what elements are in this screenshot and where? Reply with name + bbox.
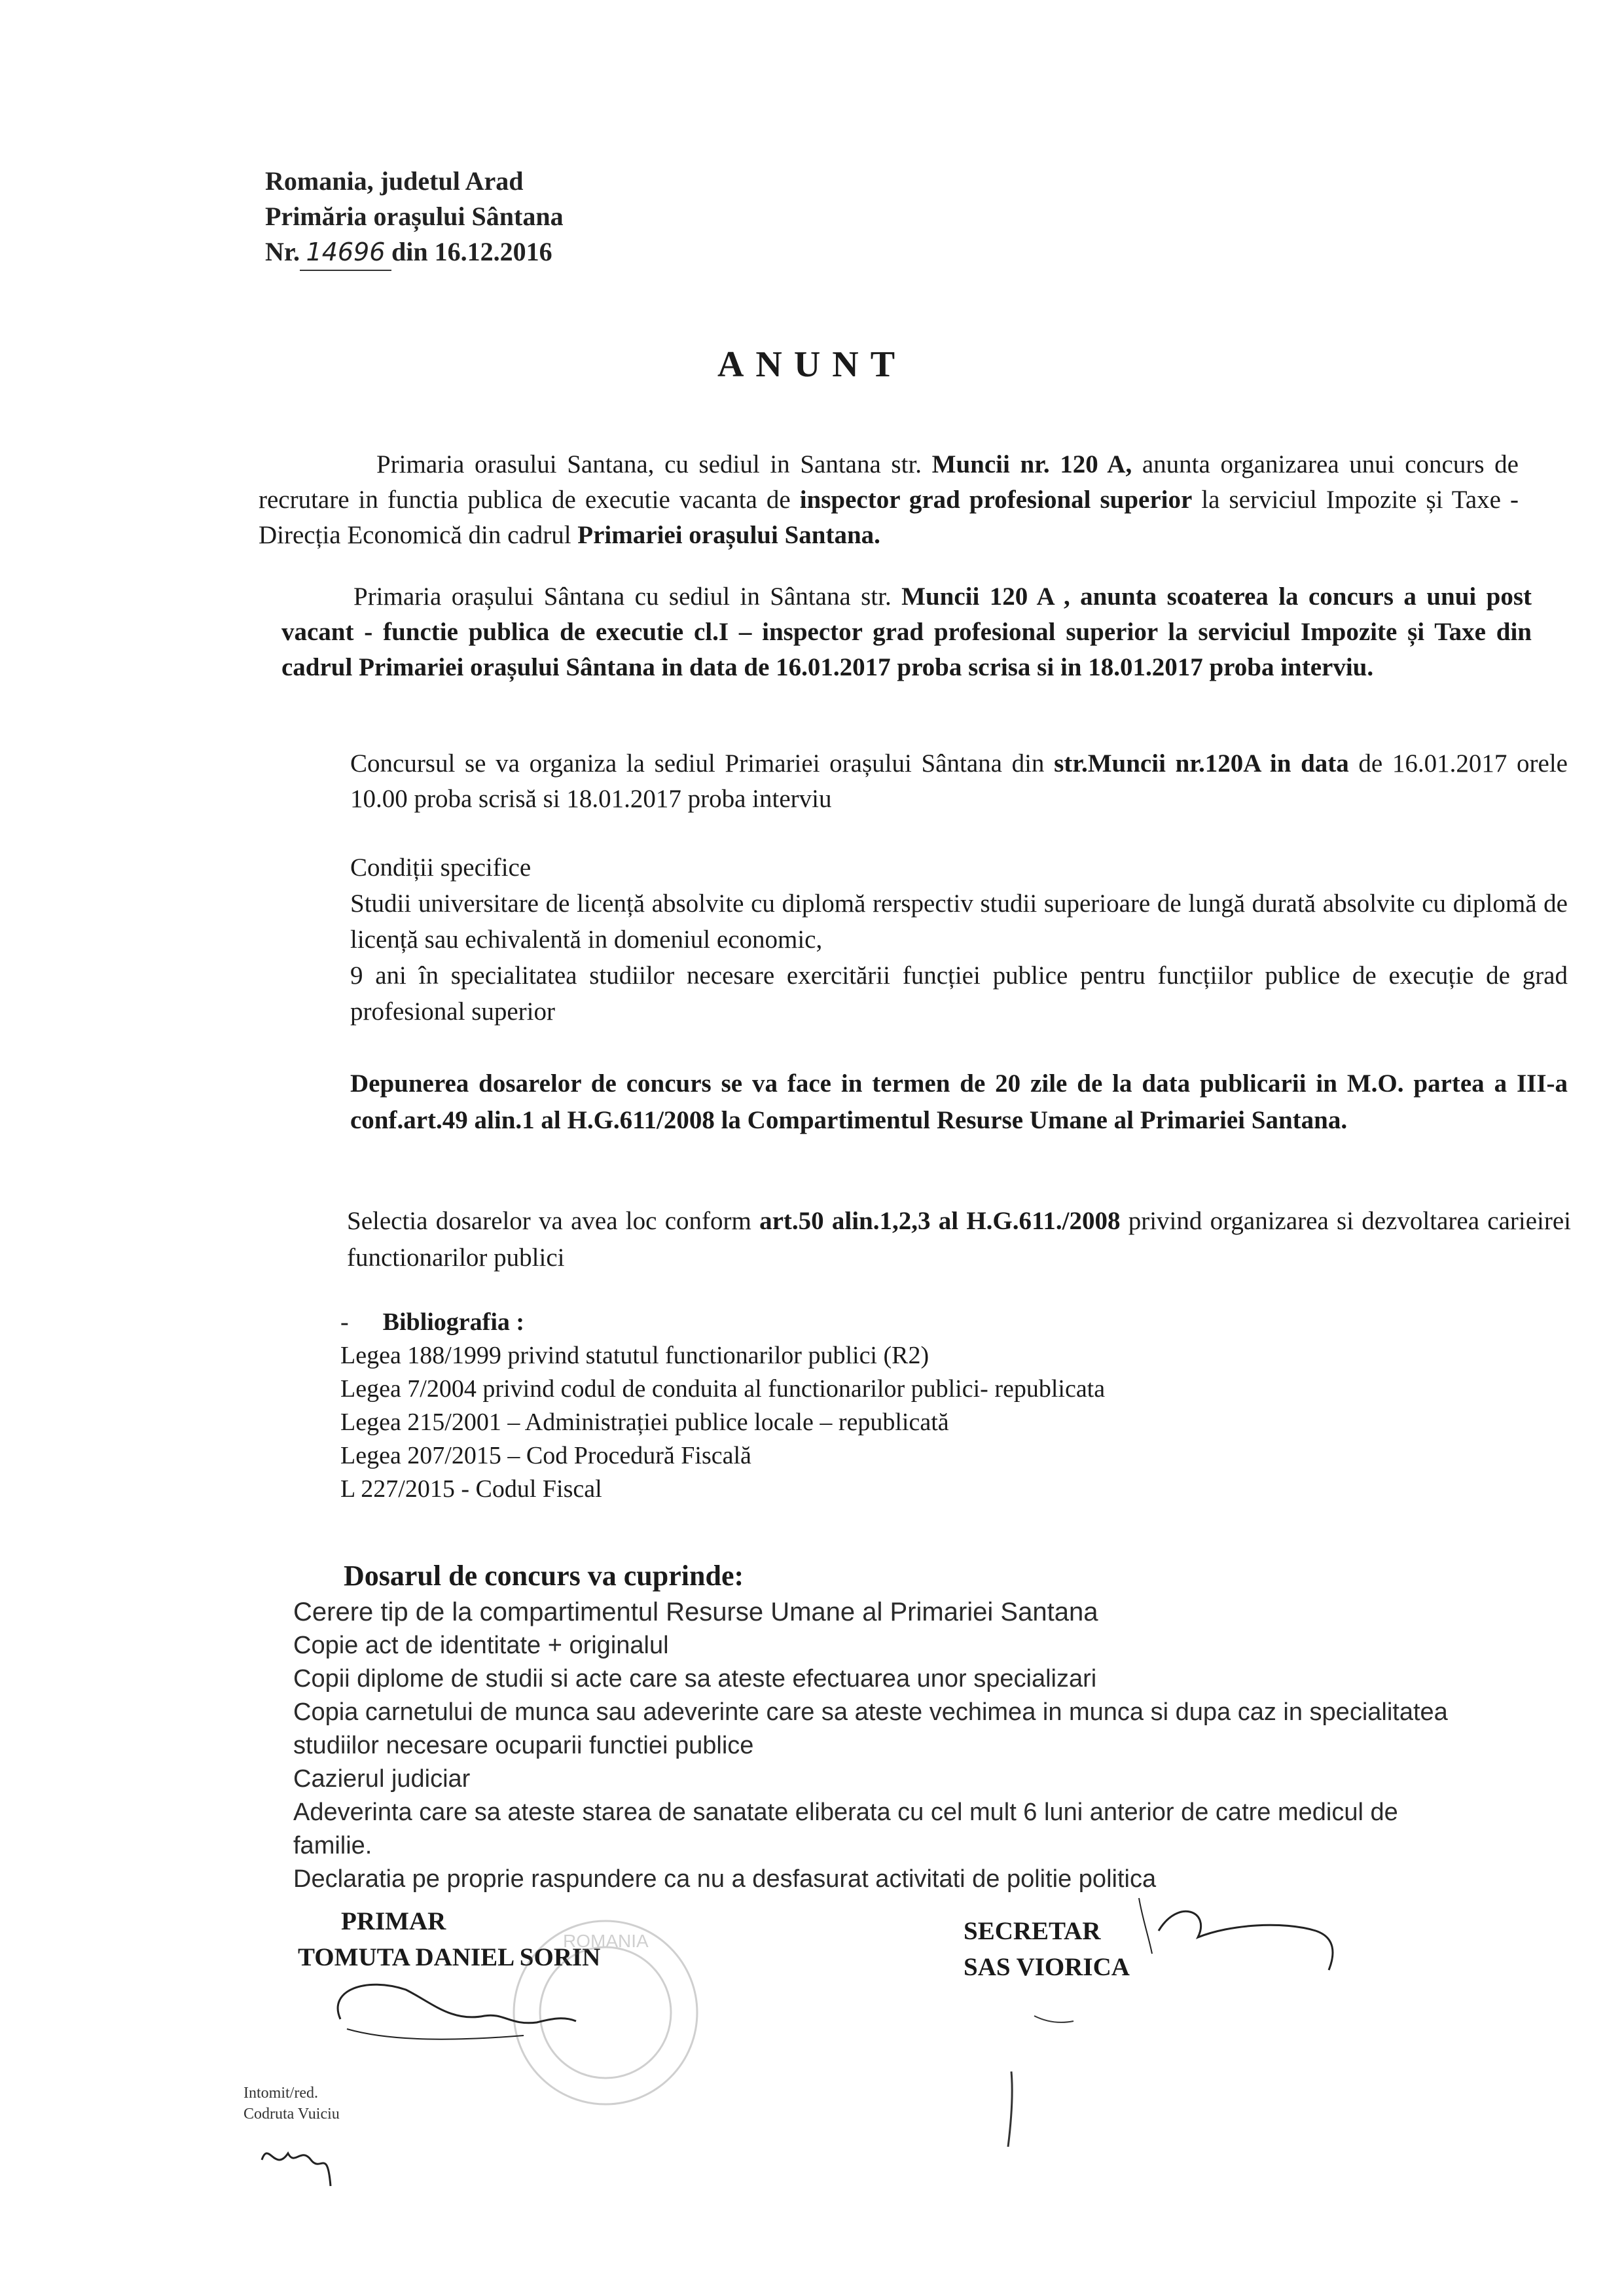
p1-text-a: Primaria orasului Santana, cu sediul in Santana str.: [376, 450, 932, 478]
secretary-signature: [1159, 1911, 1333, 1970]
registration-date: din 16.12.2016: [391, 237, 552, 266]
dosar-item: Cerere tip de la compartimentul Resurse Umane al Primariei Santana: [293, 1598, 1098, 1626]
dosar-item: Copii diplome de studii si acte care sa ateste efectuarea unor specializari: [293, 1665, 1097, 1693]
p1-text-d: inspector grad profesional superior: [799, 486, 1193, 514]
secretary-mark: [1034, 2016, 1074, 2022]
registration-prefix: Nr.: [265, 237, 300, 266]
registration-number: 14696: [300, 234, 391, 271]
secretary-mark-2: [1008, 2072, 1012, 2147]
p6-text-a: Selectia dosarelor va avea loc conform: [347, 1207, 760, 1235]
p3-text-a: Concursul se va organiza la sediul Primariei orașului Sântana din: [350, 749, 1055, 778]
bibliography-heading: Bibliografia :: [382, 1308, 525, 1336]
dosar-item: Copie act de identitate + originalul: [293, 1632, 669, 1659]
p3-text-b: str.Muncii nr.120A in data: [1054, 749, 1349, 778]
mayor-title: PRIMAR: [341, 1907, 446, 1935]
stamp-text: ROMANIA: [563, 1931, 649, 1951]
secretary-name: SAS VIORICA: [964, 1953, 1130, 1981]
bibliography-dash: -: [340, 1308, 349, 1336]
p2-text-a: Primaria orașului Sântana cu sediul in Sântana str.: [353, 583, 902, 611]
dosar-item: Declaratia pe proprie raspundere ca nu a desfasurat activitati de politie politica: [293, 1865, 1157, 1893]
secretary-title: SECRETAR: [964, 1917, 1101, 1945]
p1-text-e: la serviciul Impozite și Taxe - Direcția Economică din cadrul: [259, 486, 1519, 549]
footer-author: Codruta Vuiciu: [244, 2106, 340, 2123]
bibliography-item: L 227/2015 - Codul Fiscal: [340, 1475, 602, 1503]
dosar-item: Cazierul judiciar: [293, 1765, 471, 1793]
p1-text-b: Muncii nr. 120 A,: [931, 450, 1132, 478]
p3-text-c: de 16.01.2017 orele 10.00 proba scrisă si 18.01.2017 proba interviu: [350, 749, 1568, 813]
dosar-item: studiilor necesare ocuparii functiei publice: [293, 1732, 754, 1759]
p1-text-f: Primariei orașului Santana.: [577, 521, 880, 549]
p2-text-b: Muncii 120 A , anunta scoaterea la concurs a unui post vacant - functie publica de executie cl.I – inspector grad profesional superior la serviciul Impozite și Taxe din cadrul Primariei orașului Sântana in data de 16.01.2017: [281, 583, 1532, 681]
secretary-signature-stroke: [1139, 1898, 1152, 1954]
bibliography-item: Legea 7/2004 privind codul de conduita al functionarilor publici- republicata: [340, 1375, 1106, 1403]
official-stamp: [514, 1921, 697, 2104]
document-title: ANUNT: [717, 344, 907, 385]
p6-text-b: art.50 alin.1,2,3 al H.G.611./2008: [759, 1207, 1121, 1235]
mayor-name: TOMUTA DANIEL SORIN: [298, 1943, 601, 1971]
dosar-item: Adeverinta care sa ateste starea de sanatate eliberata cu cel mult 6 luni anterior de catre medicul de: [293, 1799, 1398, 1826]
bibliography-item: Legea 215/2001 – Administrației publice locale – republicată: [340, 1408, 949, 1436]
header-institution: Primăria orașului Sântana: [265, 202, 564, 231]
paragraph-submission: Depunerea dosarelor de concurs se va face in termen de 20 zile de la data publicarii in M.O. partea a III-a conf.art.49 alin.1 al H.G.611/2008 la Compartimentul Resurse Umane al Primariei Santana.: [350, 1069, 1568, 1134]
p2-text-c: proba scrisa si in 18.01.2017 proba interviu.: [890, 653, 1374, 681]
mayor-signature-underline: [347, 2029, 524, 2039]
bibliography-item: Legea 207/2015 – Cod Procedură Fiscală: [340, 1442, 751, 1469]
bibliography-item: Legea 188/1999 privind statutul functionarilor publici (R2): [340, 1342, 929, 1369]
conditions-studies: Studii universitare de licență absolvite cu diplomă rerspectiv studii superioare de lungă durată absolvite cu diplomă de licență sau echivalentă in domeniul economic,: [350, 889, 1568, 954]
header-county: Romania, judetul Arad: [265, 166, 524, 196]
dosar-item: familie.: [293, 1832, 372, 1859]
dosar-item: Copia carnetului de munca sau adeverinte care sa ateste vechimea in munca si dupa caz in specialitatea: [293, 1698, 1448, 1726]
footer-role: Intomit/red.: [244, 2085, 318, 2102]
p6-text-c: privind organizarea si dezvoltarea carieirei functionarilor publici: [347, 1207, 1571, 1272]
dosar-heading: Dosarul de concurs va cuprinde:: [344, 1560, 744, 1592]
footer-initials: [262, 2153, 331, 2186]
conditions-experience: 9 ani în specialitatea studiilor necesare exercitării funcției publice pentru funcțiilor publice de execuție de grad profesional superior: [350, 961, 1568, 1026]
conditions-heading: Condiții specifice: [350, 853, 532, 882]
p1-text-c: anunta organizarea unui concurs de recrutare in functia publica de executie vacanta de: [259, 450, 1519, 514]
